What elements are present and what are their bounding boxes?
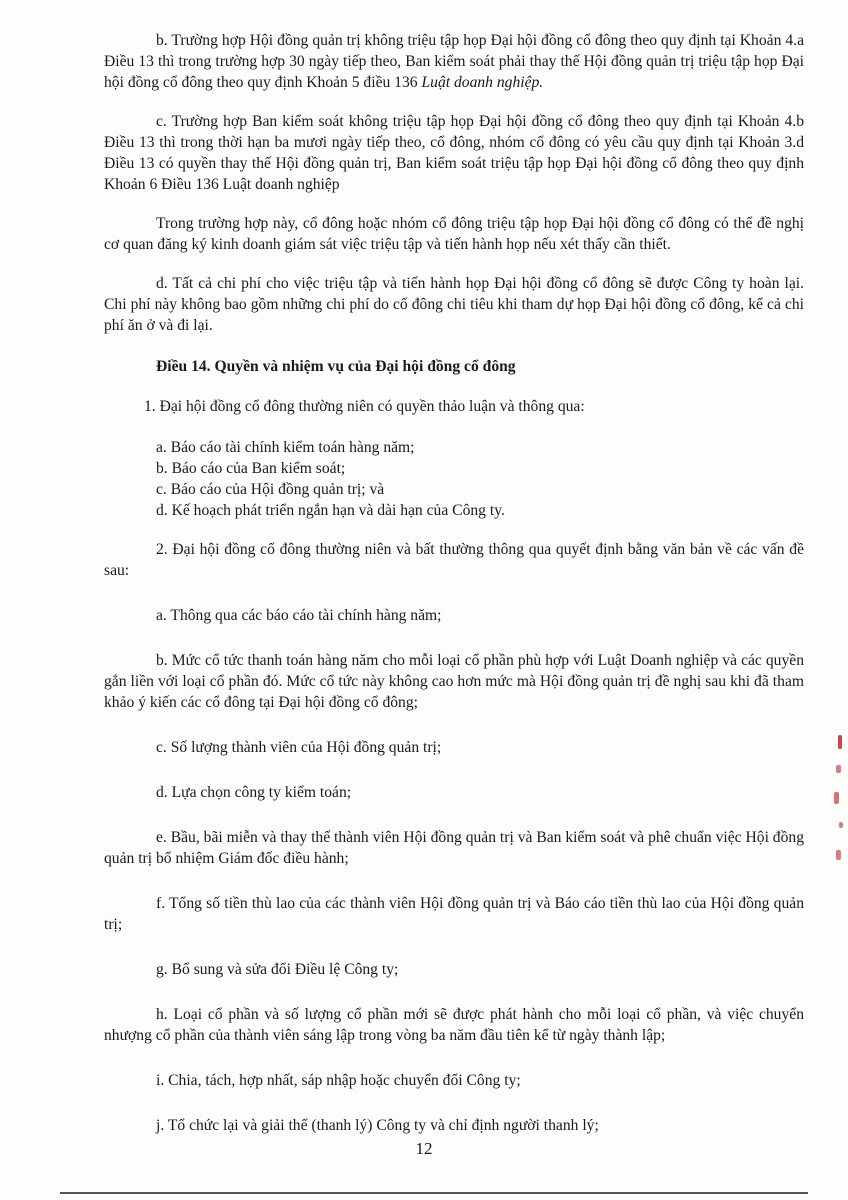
paragraph-b-italic: Luật doanh nghiệp. xyxy=(421,74,544,91)
paragraph-d: d. Tất cả chi phí cho việc triệu tập và tiến hành họp Đại hội đồng cổ đông sẽ được Công ty hoàn lại. Chi phí này không bao gồm những chi phí do cổ đông chi tiêu khi tham dự họp Đại hội đồng cổ đông, kể cả chi phí ăn ở và đi lại. xyxy=(104,275,804,334)
paragraph-note: Trong trường hợp này, cổ đông hoặc nhóm cổ đông triệu tập họp Đại hội đồng cổ đông có thể đề nghị cơ quan đăng ký kinh doanh giám sát việc triệu tập và tiến hành họp nếu xét thấy cần thiết. xyxy=(104,215,804,253)
item-1: 1. Đại hội đồng cổ đông thường niên có quyền thảo luận và thông qua: xyxy=(144,398,585,415)
stamp-fragment xyxy=(838,735,842,749)
document-body xyxy=(104,30,804,1136)
item-2-h: h. Loại cổ phần và số lượng cổ phần mới sẽ được phát hành cho mỗi loại cổ phần, và việc chuyển nhượng cổ phần của thành viên sáng lập trong vòng ba năm đầu tiên kể từ ngày thành lập; xyxy=(104,1006,804,1044)
item-2-i: i. Chia, tách, hợp nhất, sáp nhập hoặc chuyển đổi Công ty; xyxy=(156,1072,521,1089)
list-item: b. Báo cáo của Ban kiểm soát; xyxy=(156,460,346,477)
paragraph-b-text: b. Trường hợp Hội đồng quản trị không triệu tập họp Đại hội đồng cổ đông theo quy định tại Khoản 4.a Điều 13 thì trong trường hợp 30 ngày tiếp theo, Ban kiểm soát phải thay thế Hội đồng quản trị triệu tập họp Đại hội đồng cổ đông theo quy định Khoản 5 điều 136 xyxy=(104,32,804,91)
item-2-j: j. Tổ chức lại và giải thể (thanh lý) Công ty và chỉ định người thanh lý; xyxy=(156,1117,599,1134)
item-2-b: b. Mức cổ tức thanh toán hàng năm cho mỗi loại cổ phần phù hợp với Luật Doanh nghiệp và các quyền gắn liền với loại cổ phần đó. Mức cổ tức này không cao hơn mức mà Hội đồng quản trị đề nghị sau khi đã tham khảo ý kiến các cổ đông tại Đại hội đồng cổ đông; xyxy=(104,652,804,711)
item-2-g: g. Bổ sung và sửa đổi Điều lệ Công ty; xyxy=(156,961,399,978)
paragraph-c: c. Trường hợp Ban kiểm soát không triệu tập họp Đại hội đồng cổ đông theo quy định tại Khoản 4.b Điều 13 thì trong thời hạn ba mươi ngày tiếp theo, cổ đông, nhóm cổ đông có yêu cầu quy định tại Khoản 3.d Điều 13 có quyền thay thế Hội đồng quản trị, Ban kiểm soát triệu tập họp Đại hội đồng cổ đông theo quy định Khoản 6 Điều 136 Luật doanh nghiệp xyxy=(104,113,804,193)
bottom-rule xyxy=(60,1192,808,1194)
list-item: a. Báo cáo tài chính kiểm toán hàng năm; xyxy=(156,439,415,456)
page-number: 12 xyxy=(415,1139,433,1158)
list-item: c. Báo cáo của Hội đồng quản trị; và xyxy=(156,481,385,498)
item-2: 2. Đại hội đồng cổ đông thường niên và bất thường thông qua quyết định bằng văn bản về các vấn đề sau: xyxy=(104,541,804,579)
stamp-fragment xyxy=(834,792,839,804)
item-2-f: f. Tổng số tiền thù lao của các thành viên Hội đồng quản trị và Báo cáo tiền thù lao của Hội đồng quản trị; xyxy=(104,895,804,933)
stamp-fragment xyxy=(836,850,841,860)
item-2-e: e. Bầu, bãi miễn và thay thế thành viên Hội đồng quản trị và Ban kiểm soát và phê chuẩn việc Hội đồng quản trị bổ nhiệm Giám đốc điều hành; xyxy=(104,829,804,867)
item-2-a: a. Thông qua các báo cáo tài chính hàng năm; xyxy=(156,607,442,624)
item-2-d: d. Lựa chọn công ty kiểm toán; xyxy=(156,784,352,801)
stamp-fragment xyxy=(836,765,841,773)
article-heading: Điều 14. Quyền và nhiệm vụ của Đại hội đồng cổ đông xyxy=(156,358,516,375)
list-item: d. Kế hoạch phát triển ngắn hạn và dài hạn của Công ty. xyxy=(156,502,505,519)
stamp-fragment xyxy=(839,822,843,828)
item-2-c: c. Số lượng thành viên của Hội đồng quản trị; xyxy=(156,739,442,756)
paragraph-b xyxy=(104,30,804,93)
item-1-list xyxy=(156,437,804,521)
